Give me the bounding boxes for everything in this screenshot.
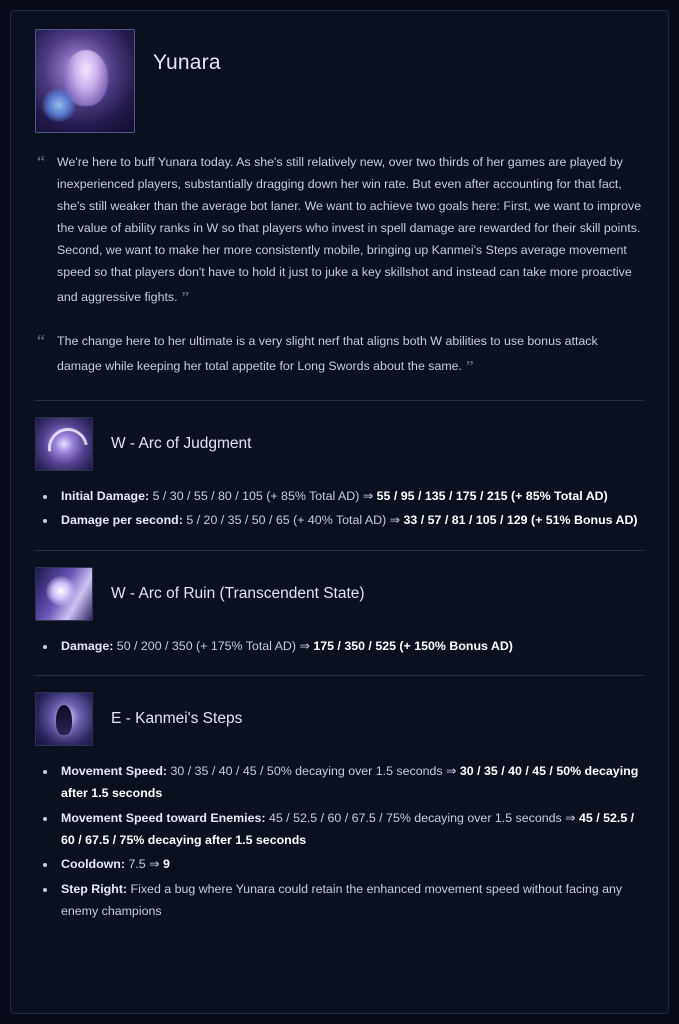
change-item xyxy=(57,509,644,531)
ability-header xyxy=(35,567,644,621)
change-new-value: 55 / 95 / 135 / 175 / 215 (+ 85% Total AD) xyxy=(376,489,608,504)
ability-title: W - Arc of Judgment xyxy=(111,435,252,453)
change-new-value: 33 / 57 / 81 / 105 / 129 (+ 51% Bonus AD) xyxy=(403,513,638,528)
ability-change-list xyxy=(35,635,644,657)
change-old-value: 30 / 35 / 40 / 45 / 50% decaying over 1.5 seconds xyxy=(170,764,443,779)
change-arrow: ⇒ xyxy=(446,764,457,779)
change-arrow: ⇒ xyxy=(565,810,576,825)
change-old-value: 50 / 200 / 350 (+ 175% Total AD) xyxy=(116,638,297,653)
quote-open-mark: “ xyxy=(37,152,45,172)
change-arrow: ⇒ xyxy=(299,638,310,653)
change-arrow: ⇒ xyxy=(389,513,401,528)
change-label: Damage: xyxy=(61,638,114,653)
quote-text: The change here to her ultimate is a very slight nerf that aligns both W abilities to use bonus attack damage while keeping her total appetite for Long Swords about the same. xyxy=(57,333,598,373)
ability-header xyxy=(35,417,644,471)
change-old-value: 5 / 20 / 35 / 50 / 65 (+ 40% Total AD) xyxy=(186,513,387,528)
change-old-value: 45 / 52.5 / 60 / 67.5 / 75% decaying over 1.5 seconds xyxy=(268,810,562,825)
ability-change-list xyxy=(35,760,644,922)
change-old-value: 5 / 30 / 55 / 80 / 105 (+ 85% Total AD) xyxy=(152,489,360,504)
arc-of-judgment-icon xyxy=(35,417,93,471)
divider xyxy=(35,550,644,551)
designer-commentary xyxy=(35,151,644,382)
change-item xyxy=(57,807,644,852)
change-item xyxy=(57,878,644,923)
change-new-value: 9 xyxy=(162,857,170,872)
change-new-value: 30 / 35 / 40 / 45 / 50% decaying after 1.5 seconds xyxy=(61,764,639,801)
quote-open-mark: “ xyxy=(37,330,45,351)
change-old-value: Fixed a bug where Yunara could retain the enhanced movement speed without facing any enemy champions xyxy=(61,881,623,918)
change-new-value: 175 / 350 / 525 (+ 150% Bonus AD) xyxy=(313,638,513,653)
change-item xyxy=(57,760,644,805)
champion-name: Yunara xyxy=(153,51,221,74)
change-item xyxy=(57,635,644,657)
kanmeis-steps-icon xyxy=(35,692,93,746)
change-label: Movement Speed toward Enemies: xyxy=(61,810,266,825)
divider xyxy=(35,400,644,401)
divider xyxy=(35,675,644,676)
change-new-value: 45 / 52.5 / 60 / 67.5 / 75% decaying after 1.5 seconds xyxy=(61,810,635,848)
quote-block xyxy=(35,151,644,314)
champion-portrait-icon xyxy=(35,29,135,133)
change-arrow: ⇒ xyxy=(149,857,160,872)
quote-close-mark: ” xyxy=(181,288,190,308)
change-arrow: ⇒ xyxy=(362,489,374,504)
change-label: Step Right: xyxy=(61,881,128,896)
change-label: Cooldown: xyxy=(61,857,125,872)
change-label: Movement Speed: xyxy=(61,764,168,779)
change-label: Damage per second: xyxy=(61,513,183,528)
quote-block xyxy=(35,330,644,382)
ability-header xyxy=(35,692,644,746)
change-label: Initial Damage: xyxy=(61,489,150,504)
change-old-value: 7.5 xyxy=(128,857,146,872)
ability-title: W - Arc of Ruin (Transcendent State) xyxy=(111,584,365,602)
quote-close-mark: ” xyxy=(466,356,474,376)
champion-header xyxy=(35,29,644,133)
patch-notes-panel xyxy=(10,10,669,1014)
change-item xyxy=(57,485,644,507)
ability-change-list xyxy=(35,485,644,532)
ability-title: E - Kanmei's Steps xyxy=(111,710,243,728)
change-item xyxy=(57,853,644,875)
arc-of-ruin-icon xyxy=(35,567,93,621)
quote-text: We're here to buff Yunara today. As she's still relatively new, over two thirds of her games are played by inexperienced players, substantially dragging down her win rate. But even after accounting for that fact, she's still weaker than the average bot laner. We want to achieve two goals here: First, we want to improve the value of ability ranks in W so that players who invest in spell damage are rewarded for their skill points. Second, we want to make her more consistently mobile, bringing up Kanmei's Steps average movement speed so that players don't have to hold it just to juke a key skillshot and instead can take more proactive and aggressive fights. xyxy=(57,155,642,305)
